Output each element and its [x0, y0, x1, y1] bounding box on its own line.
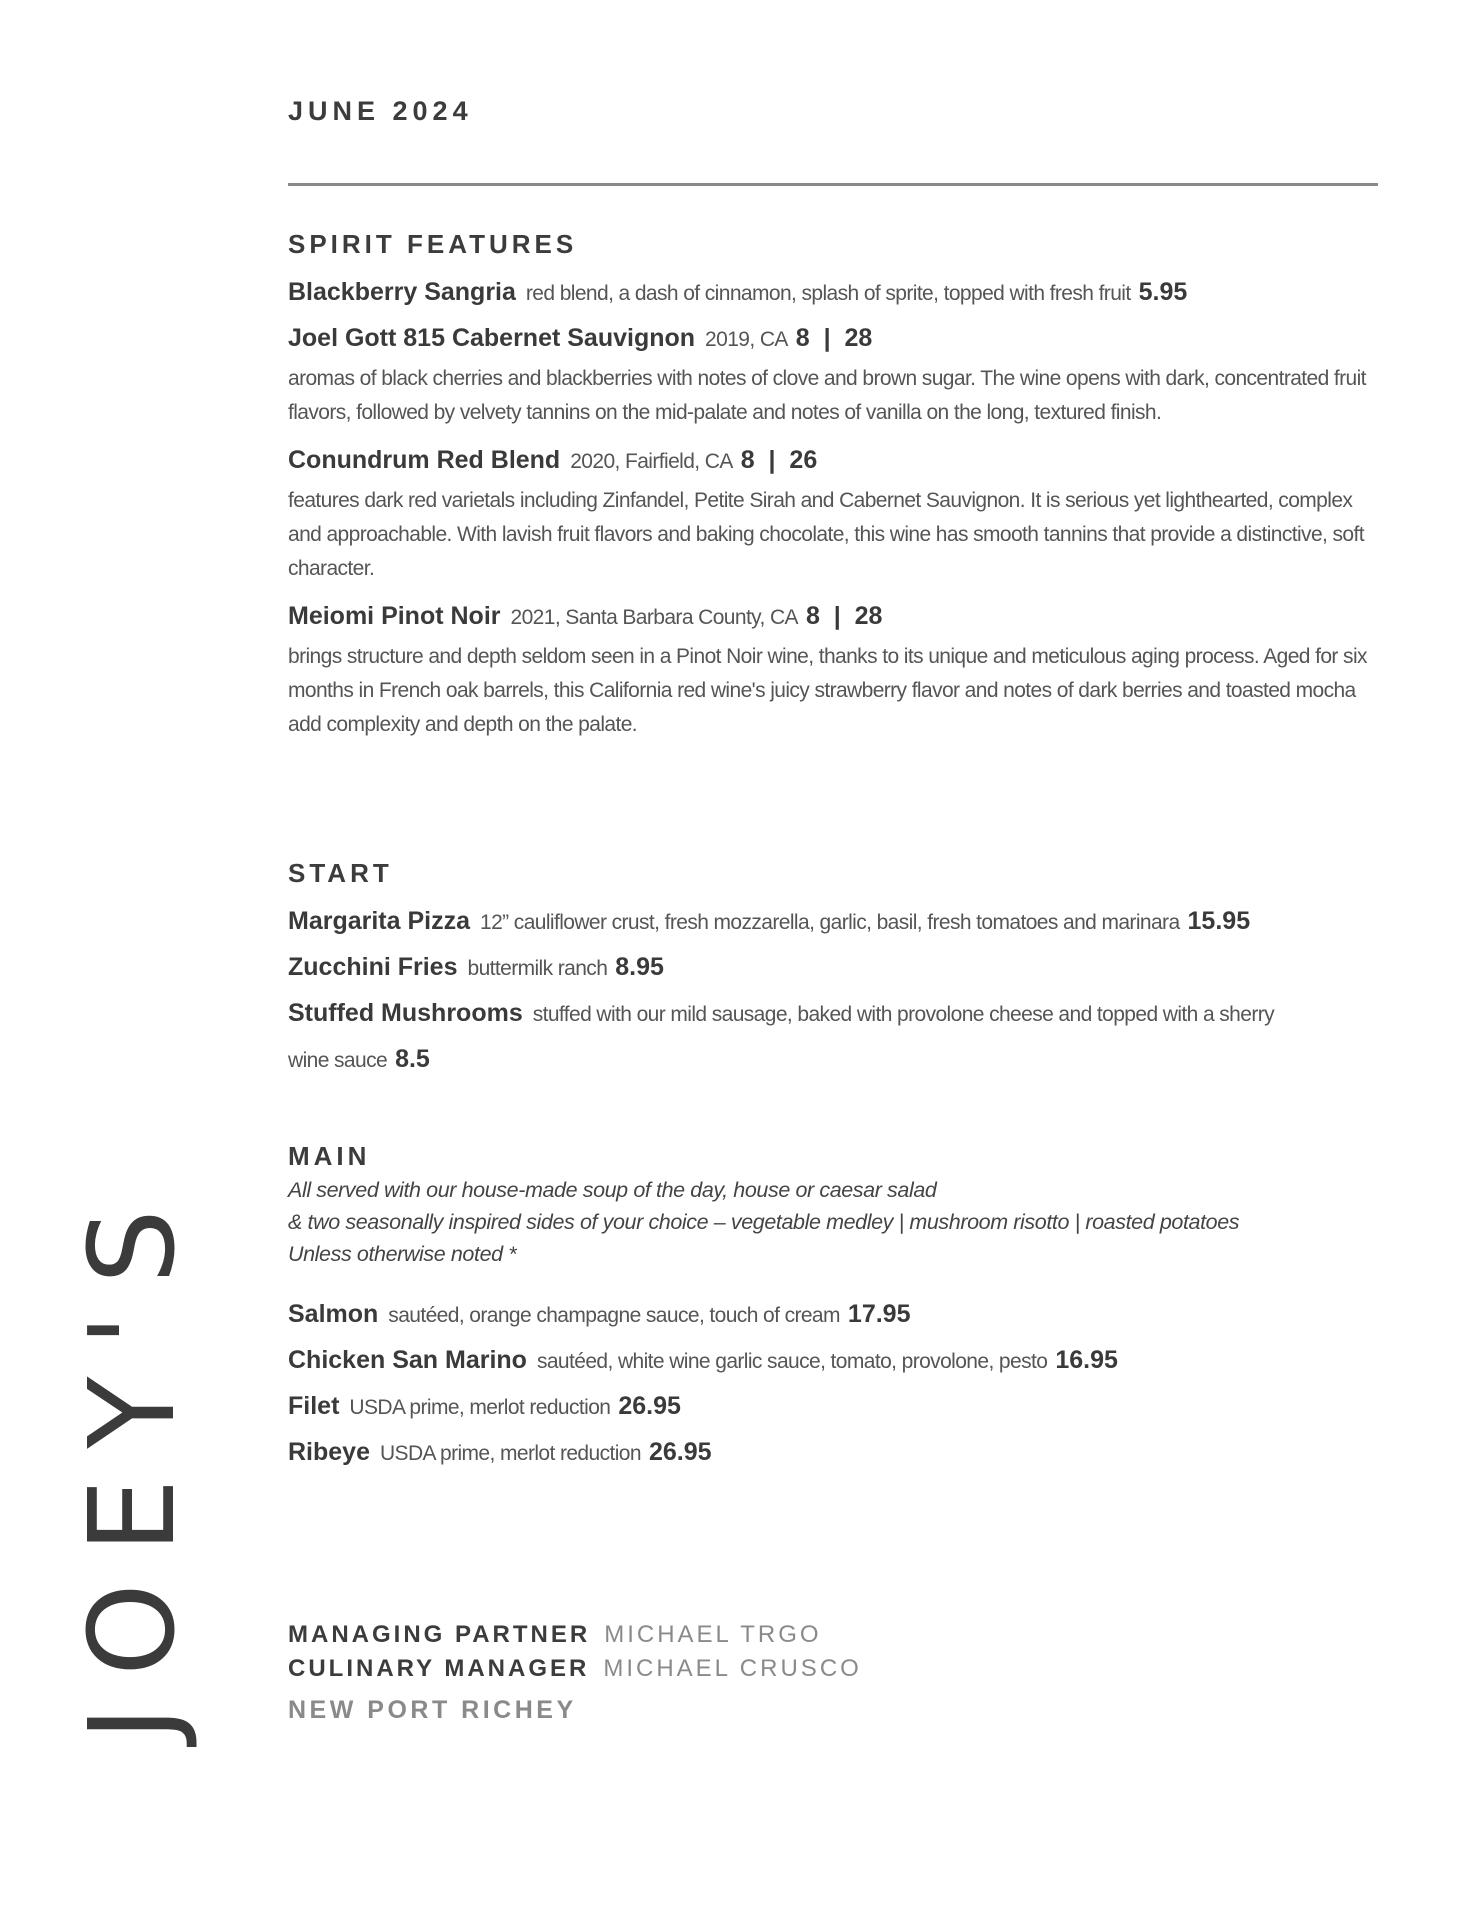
- item-description: brings structure and depth seldom seen in a Pinot Noir wine, thanks to its unique and meticulous aging process. Aged for six months in French oak barrels, this California red wine's juicy strawberry flavor and notes of dark berries and toasted mocha add complexity and depth on the palate.: [288, 645, 1367, 736]
- menu-item: [288, 1338, 1378, 1384]
- staff-row: [288, 1652, 862, 1686]
- main-note: & two seasonally inspired sides of your choice – vegetable medley | mushroom risotto | roasted potatoes: [288, 1210, 1240, 1234]
- item-description: 12” cauliflower crust, fresh mozzarella, garlic, basil, fresh tomatoes and marinara: [480, 911, 1180, 934]
- item-price: 26.95: [648, 1438, 712, 1466]
- main-section: [288, 1140, 1378, 1476]
- menu-item: [288, 899, 1378, 945]
- item-price: 8 | 28: [805, 602, 883, 630]
- staff-name: MICHAEL TRGO: [604, 1621, 822, 1648]
- item-origin: 2021, Santa Barbara County, CA: [510, 606, 798, 629]
- staff-credits: [288, 1618, 862, 1725]
- item-name: Meiomi Pinot Noir: [288, 602, 501, 630]
- item-description: buttermilk ranch: [467, 957, 608, 980]
- item-description: sautéed, white wine garlic sauce, tomato, provolone, pesto: [536, 1350, 1048, 1373]
- month-heading: JUNE 2024: [288, 96, 473, 126]
- item-name: Filet: [288, 1392, 340, 1420]
- menu-item: [288, 991, 1378, 1037]
- item-description: USDA prime, merlot reduction: [379, 1442, 641, 1465]
- item-description: sautéed, orange champagne sauce, touch of cream: [388, 1304, 840, 1327]
- item-price: 16.95: [1055, 1346, 1118, 1374]
- menu-item: [288, 1292, 1378, 1338]
- item-price: 17.95: [847, 1300, 911, 1328]
- item-name: Margarita Pizza: [288, 907, 471, 935]
- main-note: All served with our house-made soup of the day, house or caesar salad: [288, 1178, 937, 1202]
- menu-item: [288, 438, 1378, 484]
- item-description: aromas of black cherries and blackberries with notes of clove and brown sugar. The wine opens with dark, concentrated fruit flavors, followed by velvety tannins on the mid-palate and notes of vanilla on the long, textured finish.: [288, 367, 1366, 424]
- item-name: Joel Gott 815 Cabernet Sauvignon: [288, 324, 696, 352]
- menu-item: [288, 1430, 1378, 1476]
- location: NEW PORT RICHEY: [288, 1696, 577, 1724]
- item-description: wine sauce: [288, 1049, 388, 1072]
- header-divider: [288, 183, 1378, 186]
- item-name: Chicken San Marino: [288, 1346, 527, 1374]
- item-name: Stuffed Mushrooms: [288, 999, 523, 1027]
- item-description: red blend, a dash of cinnamon, splash of sprite, topped with fresh fruit: [525, 282, 1131, 305]
- spirit-features-section: [288, 228, 1378, 750]
- start-section: [288, 857, 1378, 1083]
- menu-item: [288, 945, 1378, 991]
- item-description: USDA prime, merlot reduction: [349, 1396, 611, 1419]
- logo-text: JOEY'S: [63, 1179, 201, 1741]
- item-price: 5.95: [1138, 278, 1188, 306]
- menu-item: [288, 270, 1378, 316]
- item-price: 8.95: [615, 953, 664, 981]
- staff-role: MANAGING PARTNER: [288, 1621, 591, 1648]
- menu-item: [288, 594, 1378, 640]
- staff-row: [288, 1618, 862, 1652]
- menu-item: [288, 1384, 1378, 1430]
- main-note: Unless otherwise noted *: [288, 1242, 517, 1266]
- item-price: 26.95: [618, 1392, 681, 1420]
- staff-role: CULINARY MANAGER: [288, 1655, 590, 1682]
- item-price: 8 | 28: [795, 324, 873, 352]
- item-price: 8 | 26: [740, 446, 818, 474]
- item-name: Zucchini Fries: [288, 953, 458, 981]
- item-description: features dark red varietals including Zinfandel, Petite Sirah and Cabernet Sauvignon. It is serious yet lighthearted, complex and approachable. With lavish fruit flavors and baking chocolate, this wine has smooth tannins that provide a distinctive, soft character.: [288, 489, 1364, 580]
- section-title: SPIRIT FEATURES: [288, 229, 578, 259]
- item-name: Salmon: [288, 1300, 379, 1328]
- section-title: START: [288, 858, 393, 888]
- menu-item-continuation: [288, 1037, 1378, 1083]
- item-name: Conundrum Red Blend: [288, 446, 561, 474]
- item-price: 15.95: [1187, 907, 1251, 935]
- item-description: stuffed with our mild sausage, baked with provolone cheese and topped with a sherry: [532, 1003, 1275, 1026]
- staff-name: MICHAEL CRUSCO: [603, 1655, 862, 1682]
- item-origin: 2019, CA: [705, 328, 788, 351]
- section-title: MAIN: [288, 1141, 371, 1171]
- item-price: 8.5: [395, 1045, 430, 1073]
- item-origin: 2020, Fairfield, CA: [570, 450, 733, 473]
- menu-item: [288, 316, 1378, 362]
- joeys-logo: [63, 1179, 201, 1741]
- item-name: Blackberry Sangria: [288, 278, 516, 306]
- item-name: Ribeye: [288, 1438, 370, 1466]
